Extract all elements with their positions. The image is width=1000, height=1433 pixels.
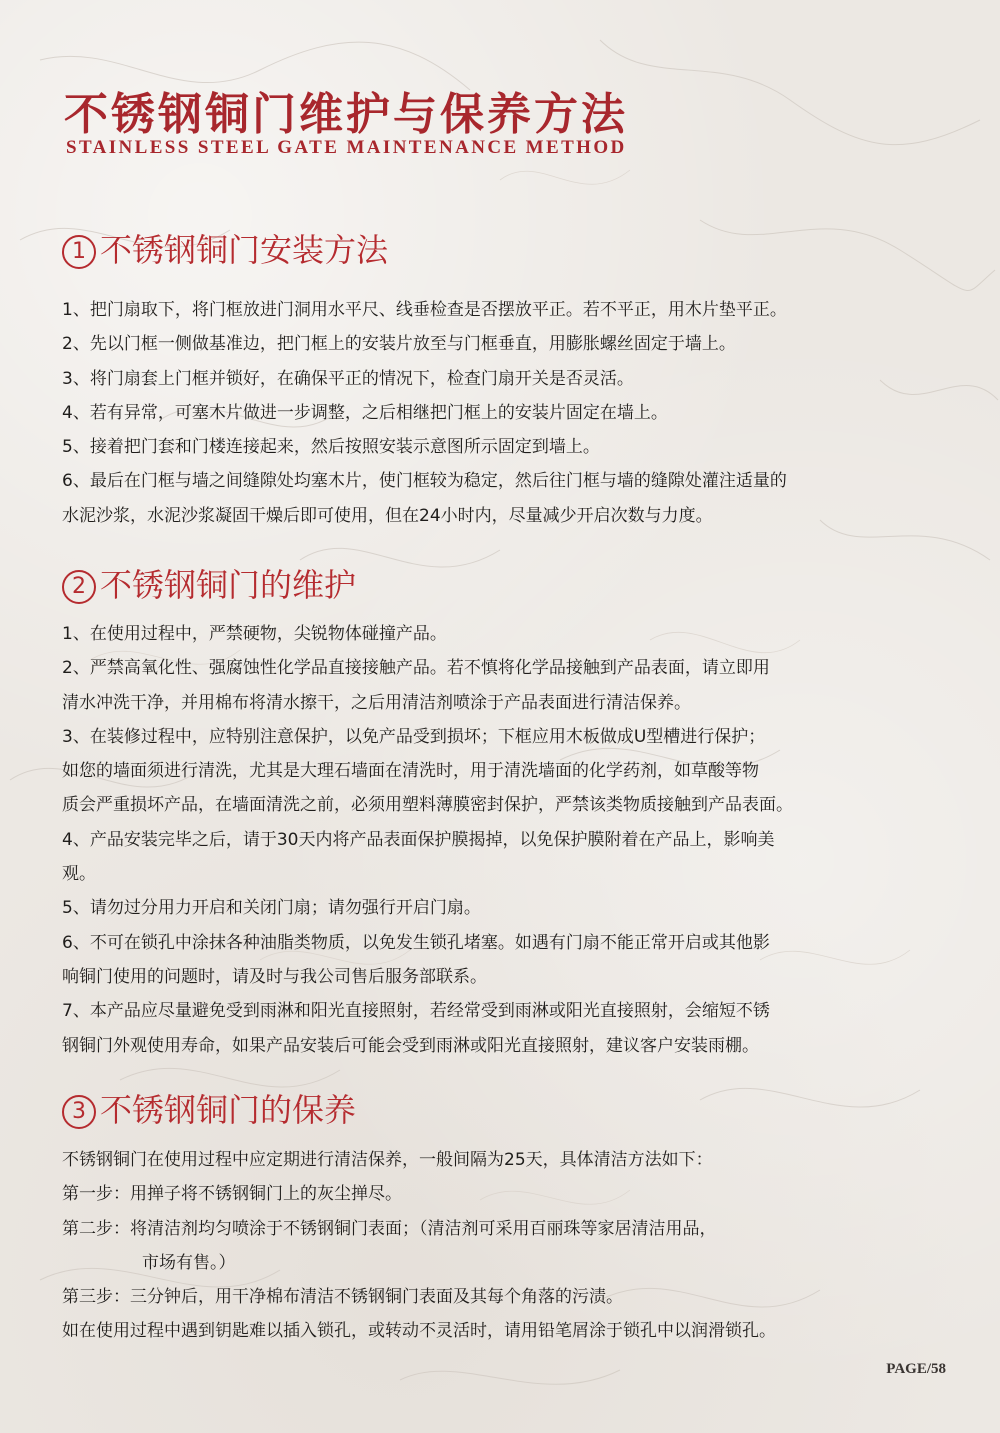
- section-1-line: 1、把门扇取下，将门框放进门洞用水平尺、线垂检查是否摆放平正。若不平正，用木片垫平正。: [62, 300, 787, 320]
- section-3-line: 不锈钢铜门在使用过程中应定期进行清洁保养，一般间隔为25天，具体清洁方法如下：: [62, 1150, 713, 1170]
- section-3-body: [62, 1143, 776, 1349]
- section-2-line: 响铜门使用的问题时，请及时与我公司售后服务部联系。: [62, 966, 487, 987]
- section-2-line: 如您的墙面须进行清洗，尤其是大理石墙面在清洗时，用于清洗墙面的化学药剂，如草酸等物: [62, 761, 759, 782]
- section-3-number-badge: 3: [62, 1095, 96, 1129]
- section-2-line: 4、产品安装完毕之后，请于30天内将产品表面保护膜揭掉，以免保护膜附着在产品上，影响美: [62, 829, 775, 850]
- page-title: 不锈钢铜门维护与保养方法: [64, 89, 628, 140]
- section-1-line: 5、接着把门套和门楼连接起来，然后按照安装示意图所示固定到墙上。: [62, 437, 600, 458]
- section-2-line: 钢铜门外观使用寿命，如果产品安装后可能会受到雨淋或阳光直接照射，建议客户安装雨棚。: [62, 1035, 759, 1056]
- section-2-body: [62, 617, 793, 1063]
- page-number: PAGE/58: [886, 1361, 946, 1377]
- section-1-line: 3、将门扇套上门框并锁好，在确保平正的情况下，检查门扇开关是否灵活。: [62, 368, 634, 389]
- section-3-line: 市场有售。）: [142, 1252, 236, 1273]
- section-1-line: 2、先以门框一侧做基准边，把门框上的安装片放至与门框垂直，用膨胀螺丝固定于墙上。: [62, 334, 736, 355]
- section-1-line: 4、若有异常，可塞木片做进一步调整，之后相继把门框上的安装片固定在墙上。: [62, 402, 668, 423]
- section-2-line: 5、请勿过分用力开启和关闭门扇；请勿强行开启门扇。: [62, 898, 481, 919]
- section-2-line: 2、严禁高氧化性、强腐蚀性化学品直接接触产品。若不慎将化学品接触到产品表面，请立即用: [62, 658, 770, 679]
- section-2-title: 不锈钢铜门的维护: [100, 566, 357, 604]
- section-2-line: 3、在装修过程中，应特别注意保护，以免产品受到损坏；下框应用木板做成U型槽进行保护；: [62, 726, 766, 747]
- section-3-line: 第三步：三分钟后，用干净棉布清洁不锈钢铜门表面及其每个角落的污渍。: [62, 1287, 623, 1308]
- section-2-heading: [62, 560, 356, 606]
- section-2-line: 质会严重损坏产品，在墙面清洗之前，必须用塑料薄膜密封保护，严禁该类物质接触到产品表面。: [62, 795, 793, 816]
- section-1-title: 不锈钢铜门安装方法: [100, 231, 389, 269]
- section-3-title: 不锈钢铜门的保养: [100, 1091, 357, 1129]
- section-3-line: 如在使用过程中遇到钥匙难以插入锁孔，或转动不灵活时，请用铅笔屑涂于锁孔中以润滑锁孔。: [62, 1321, 776, 1342]
- page-subtitle: STAINLESS STEEL GATE MAINTENANCE METHOD: [66, 137, 627, 158]
- section-3-line: 第二步：将清洁剂均匀喷涂于不锈钢铜门表面；（清洁剂可采用百丽珠等家居清洁用品，: [62, 1218, 717, 1239]
- section-3-line: 第一步：用掸子将不锈钢铜门上的灰尘掸尽。: [62, 1184, 402, 1205]
- section-2-line: 清水冲洗干净，并用棉布将清水擦干，之后用清洁剂喷涂于产品表面进行清洁保养。: [62, 692, 691, 713]
- section-1-heading: [62, 225, 388, 271]
- section-1-number-badge: 1: [62, 235, 96, 269]
- section-3-heading: [62, 1085, 356, 1131]
- section-1-body: [62, 293, 787, 533]
- section-2-line: 6、不可在锁孔中涂抹各种油脂类物质，以免发生锁孔堵塞。如遇有门扇不能正常开启或其他影: [62, 932, 770, 953]
- section-2-line: 观。: [62, 864, 96, 885]
- section-2-line: 1、在使用过程中，严禁硬物，尖锐物体碰撞产品。: [62, 624, 447, 644]
- section-1-line: 6、最后在门框与墙之间缝隙处均塞木片，使门框较为稳定，然后往门框与墙的缝隙处灌注适量的: [62, 471, 787, 492]
- section-2-number-badge: 2: [62, 570, 96, 604]
- section-2-line: 7、本产品应尽量避免受到雨淋和阳光直接照射，若经常受到雨淋或阳光直接照射，会缩短不锈: [62, 1001, 770, 1022]
- section-1-line: 水泥沙浆，水泥沙浆凝固干燥后即可使用，但在24小时内，尽量减少开启次数与力度。: [62, 505, 713, 526]
